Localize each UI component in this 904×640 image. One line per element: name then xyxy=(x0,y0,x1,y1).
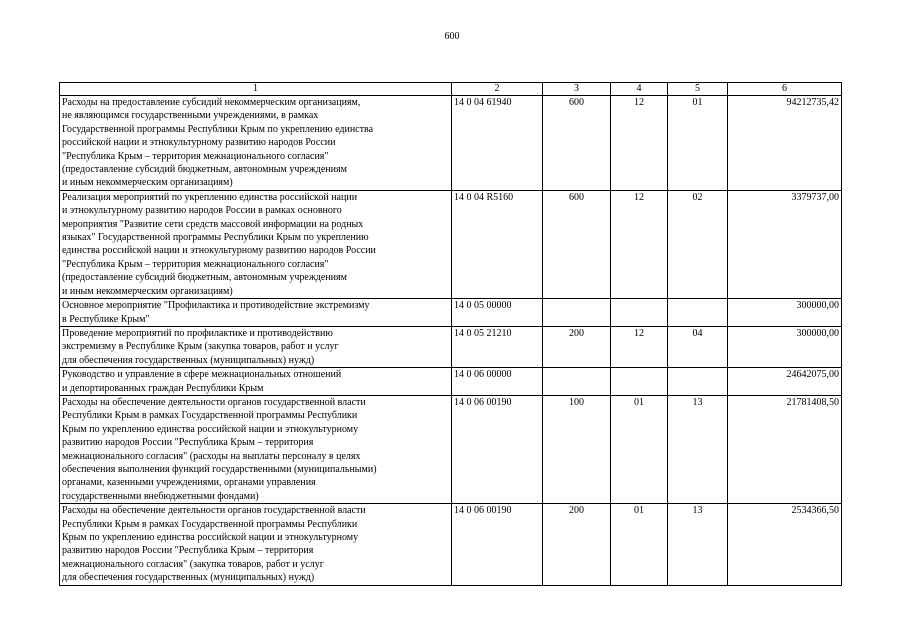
description-line: для обеспечения государственных (муниципальных) нужд) xyxy=(62,354,315,366)
section-code: 12 xyxy=(611,190,668,298)
target-article-code: 14 0 04 R5160 xyxy=(452,190,543,298)
table-row xyxy=(60,190,842,298)
section-code: 01 xyxy=(611,504,668,585)
subsection-code: 04 xyxy=(668,326,728,367)
expense-type-code: 200 xyxy=(543,504,611,585)
description-line: развитию народов России "Республика Крым – территория xyxy=(62,437,314,449)
description-line: мероприятия "Развитие сети средств массовой информации на родных xyxy=(62,218,364,230)
subsection-code: 01 xyxy=(668,96,728,191)
amount: 2534366,50 xyxy=(728,504,842,585)
expense-description xyxy=(60,326,452,367)
description-line: (предоставление субсидий бюджетным, автономным учреждениям xyxy=(62,164,347,176)
description-line: межнационального согласия" (расходы на выплаты персоналу в целях xyxy=(62,450,361,462)
target-article-code: 14 0 06 00190 xyxy=(452,504,543,585)
description-line: Крым по укреплению единства российской нации и этнокультурному xyxy=(62,423,359,435)
description-line: "Республика Крым – территория межнационального согласия" xyxy=(62,150,329,162)
description-line: Расходы на обеспечение деятельности органов государственной власти xyxy=(62,505,366,517)
target-article-code: 14 0 06 00190 xyxy=(452,395,543,503)
table-row xyxy=(60,96,842,191)
section-code: 12 xyxy=(611,326,668,367)
amount: 3379737,00 xyxy=(728,190,842,298)
description-line: и иным некоммерческим организациям) xyxy=(62,177,233,189)
budget-table-body xyxy=(60,96,842,586)
description-line: Реализация мероприятий по укреплению единства российской нации xyxy=(62,191,358,203)
description-line: Расходы на предоставление субсидий некоммерческим организациям, xyxy=(62,97,361,108)
section-code: 01 xyxy=(611,395,668,503)
description-line: развитию народов России "Республика Крым – территория xyxy=(62,545,314,557)
subsection-code xyxy=(668,299,728,327)
section-code xyxy=(611,368,668,396)
expense-description xyxy=(60,96,452,191)
description-line: Государственной программы Республики Крым по укреплению единства xyxy=(62,123,374,135)
description-line: российской нации и этнокультурному развитию народов России xyxy=(62,137,336,149)
description-line: и иным некоммерческим организациям) xyxy=(62,285,233,297)
description-line: в Республике Крым" xyxy=(62,313,150,325)
table-row xyxy=(60,299,842,327)
description-line: языках" Государственной программы Республики Крым по укреплению xyxy=(62,232,369,244)
expense-description xyxy=(60,368,452,396)
budget-table xyxy=(59,82,842,586)
description-line: и этнокультурному развитию народов России в рамках основного xyxy=(62,205,342,217)
description-line: органами, казенными учреждениями, органами управления xyxy=(62,477,316,489)
column-number-5: 5 xyxy=(668,83,728,96)
column-number-2: 2 xyxy=(452,83,543,96)
description-line: Республики Крым в рамках Государственной программы Республики xyxy=(62,518,358,530)
subsection-code: 13 xyxy=(668,395,728,503)
description-line: Крым по укреплению единства российской нации и этнокультурному xyxy=(62,532,359,543)
subsection-code: 02 xyxy=(668,190,728,298)
description-line: Республики Крым в рамках Государственной программы Республики xyxy=(62,410,358,422)
target-article-code: 14 0 04 61940 xyxy=(452,96,543,191)
subsection-code: 13 xyxy=(668,504,728,585)
description-line: экстремизму в Республике Крым (закупка товаров, работ и услуг xyxy=(62,341,339,353)
description-line: Основное мероприятие "Профилактика и противодействие экстремизму xyxy=(62,300,370,312)
description-line: Проведение мероприятий по профилактике и противодействию xyxy=(62,327,333,339)
column-number-3: 3 xyxy=(543,83,611,96)
page-number: 600 xyxy=(444,31,460,42)
column-number-1: 1 xyxy=(60,83,452,96)
target-article-code: 14 0 05 21210 xyxy=(452,326,543,367)
description-line: для обеспечения государственных (муниципальных) нужд) xyxy=(62,572,315,584)
expense-description xyxy=(60,190,452,298)
subsection-code xyxy=(668,368,728,396)
amount: 21781408,50 xyxy=(728,395,842,503)
column-number-4: 4 xyxy=(611,83,668,96)
table-row xyxy=(60,368,842,396)
amount: 94212735,42 xyxy=(728,96,842,191)
column-number-6: 6 xyxy=(728,83,842,96)
description-line: единства российской нации и этнокультурному развитию народов России xyxy=(62,245,376,257)
expense-type-code: 600 xyxy=(543,96,611,191)
expense-type-code xyxy=(543,299,611,327)
expense-type-code: 600 xyxy=(543,190,611,298)
description-line: не являющимся государственными учреждениями, в рамках xyxy=(62,110,319,122)
table-row xyxy=(60,326,842,367)
table-row xyxy=(60,395,842,503)
description-line: обеспечения выполнения функций государственными (муниципальными) xyxy=(62,463,377,475)
expense-type-code xyxy=(543,368,611,396)
section-code: 12 xyxy=(611,96,668,191)
section-code xyxy=(611,299,668,327)
expense-description xyxy=(60,299,452,327)
description-line: и депортированных граждан Республики Крым xyxy=(62,382,264,394)
expense-description xyxy=(60,395,452,503)
amount: 300000,00 xyxy=(728,326,842,367)
description-line: государственными внебюджетными фондами) xyxy=(62,490,259,502)
table-row xyxy=(60,504,842,585)
description-line: (предоставление субсидий бюджетным, автономным учреждениям xyxy=(62,272,347,284)
expense-type-code: 100 xyxy=(543,395,611,503)
target-article-code: 14 0 06 00000 xyxy=(452,368,543,396)
target-article-code: 14 0 05 00000 xyxy=(452,299,543,327)
description-line: "Республика Крым – территория межнационального согласия" xyxy=(62,258,329,270)
column-number-row xyxy=(60,83,842,96)
expense-description xyxy=(60,504,452,585)
expense-type-code: 200 xyxy=(543,326,611,367)
description-line: межнационального согласия" (закупка товаров, работ и услуг xyxy=(62,558,324,570)
amount: 300000,00 xyxy=(728,299,842,327)
description-line: Расходы на обеспечение деятельности органов государственной власти xyxy=(62,396,366,408)
description-line: Руководство и управление в сфере межнациональных отношений xyxy=(62,369,342,381)
amount: 24642075,00 xyxy=(728,368,842,396)
